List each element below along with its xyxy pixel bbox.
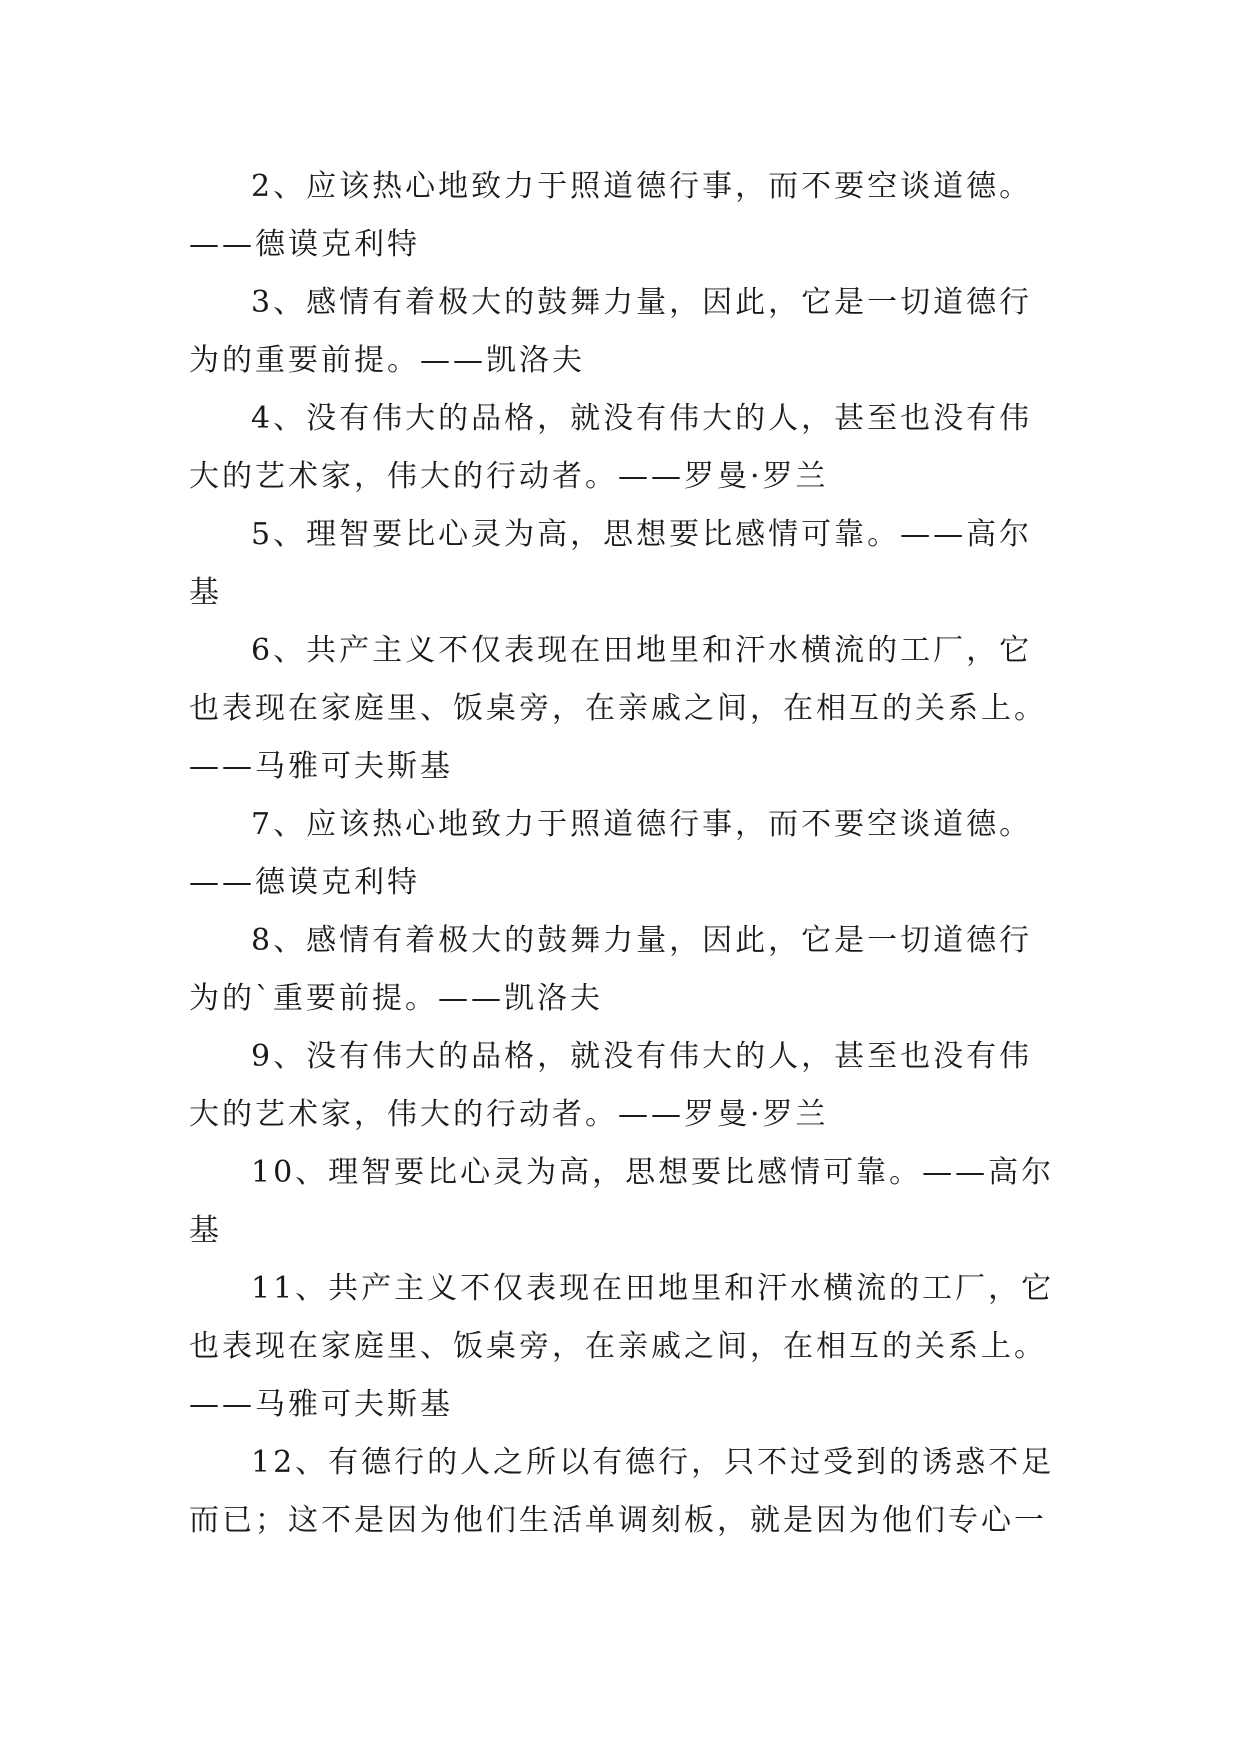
quote-paragraph-4 — [189, 390, 1069, 506]
quote-paragraph-10 — [189, 1144, 1069, 1260]
quote-paragraph-5 — [189, 506, 1069, 622]
quote-paragraph-3 — [189, 274, 1069, 390]
paragraph-line: 11、共产主义不仅表现在田地里和汗水横流的工厂，它 — [251, 1271, 1055, 1306]
paragraph-line: 为的重要前提。——凯洛夫 — [189, 343, 585, 378]
document-body — [189, 158, 1069, 1550]
paragraph-line: 5、理智要比心灵为高，思想要比感情可靠。——高尔 — [251, 517, 1033, 552]
paragraph-line: 8、感情有着极大的鼓舞力量，因此，它是一切道德行 — [251, 923, 1033, 958]
paragraph-line: 为的`重要前提。——凯洛夫 — [189, 981, 603, 1016]
paragraph-line: ——马雅可夫斯基 — [189, 1387, 453, 1422]
quote-paragraph-12 — [189, 1434, 1069, 1550]
paragraph-line: 10、理智要比心灵为高，思想要比感情可靠。——高尔 — [251, 1155, 1055, 1190]
paragraph-line: 也表现在家庭里、饭桌旁，在亲戚之间，在相互的关系上。 — [189, 1329, 1047, 1364]
paragraph-line: 6、共产主义不仅表现在田地里和汗水横流的工厂，它 — [251, 633, 1033, 668]
paragraph-line: ——德谟克利特 — [189, 227, 420, 262]
paragraph-line: 基 — [189, 575, 222, 610]
paragraph-line: 7、应该热心地致力于照道德行事，而不要空谈道德。 — [251, 807, 1033, 842]
paragraph-line: 大的艺术家，伟大的行动者。——罗曼·罗兰 — [189, 459, 829, 494]
paragraph-line: 而已；这不是因为他们生活单调刻板，就是因为他们专心一 — [189, 1503, 1047, 1538]
paragraph-line: ——德谟克利特 — [189, 865, 420, 900]
paragraph-line: 基 — [189, 1213, 222, 1248]
quote-paragraph-7 — [189, 796, 1069, 912]
paragraph-line: 4、没有伟大的品格，就没有伟大的人，甚至也没有伟 — [251, 401, 1033, 436]
quote-paragraph-6 — [189, 622, 1069, 796]
quote-paragraph-9 — [189, 1028, 1069, 1144]
paragraph-line: 9、没有伟大的品格，就没有伟大的人，甚至也没有伟 — [251, 1039, 1033, 1074]
paragraph-line: 2、应该热心地致力于照道德行事，而不要空谈道德。 — [251, 169, 1033, 204]
quote-paragraph-8 — [189, 912, 1069, 1028]
paragraph-line: 12、有德行的人之所以有德行，只不过受到的诱惑不足 — [251, 1445, 1055, 1480]
paragraph-line: 也表现在家庭里、饭桌旁，在亲戚之间，在相互的关系上。 — [189, 691, 1047, 726]
paragraph-line: ——马雅可夫斯基 — [189, 749, 453, 784]
quote-paragraph-11 — [189, 1260, 1069, 1434]
paragraph-line: 3、感情有着极大的鼓舞力量，因此，它是一切道德行 — [251, 285, 1033, 320]
quote-paragraph-2 — [189, 158, 1069, 274]
paragraph-line: 大的艺术家，伟大的行动者。——罗曼·罗兰 — [189, 1097, 829, 1132]
